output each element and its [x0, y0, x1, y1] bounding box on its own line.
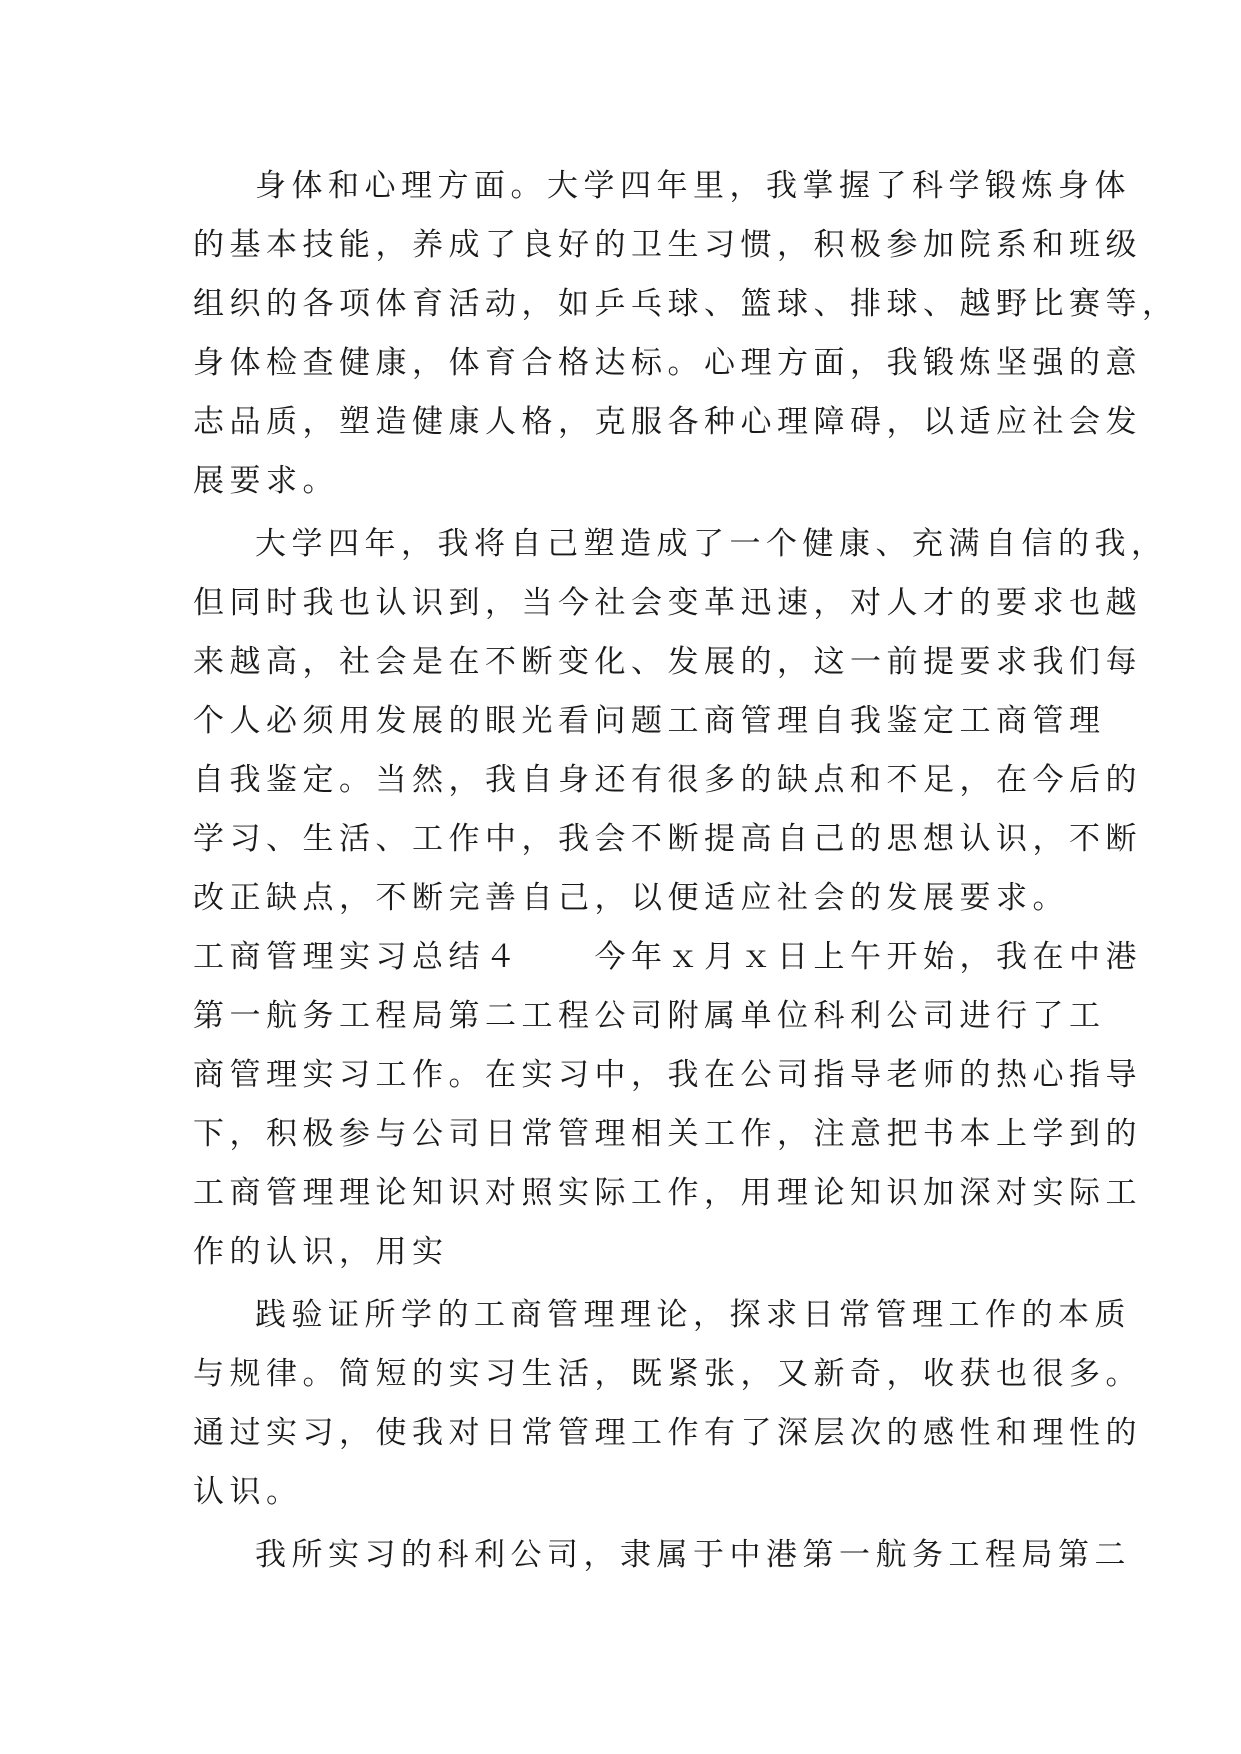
paragraph-line: 学习、生活、工作中，我会不断提高自己的思想认识，不断 — [193, 821, 1142, 857]
paragraph-line: 我所实习的科利公司，隶属于中港第一航务工程局第二 — [255, 1537, 1131, 1573]
body-text — [193, 157, 1179, 1585]
paragraph-line: 作的认识，用实 — [193, 1234, 449, 1270]
paragraph-line: 与规律。简短的实习生活，既紧张，又新奇，收获也很多。 — [193, 1356, 1142, 1392]
paragraph-line: 志品质，塑造健康人格，克服各种心理障碍，以适应社会发 — [193, 404, 1142, 440]
paragraph-line: 工商管理理论知识对照实际工作，用理论知识加深对实际工 — [193, 1175, 1142, 1211]
paragraph-line: 第一航务工程局第二工程公司附属单位科利公司进行了工 — [193, 998, 1106, 1034]
paragraph-line: 自我鉴定。当然，我自身还有很多的缺点和不足，在今后的 — [193, 762, 1142, 798]
paragraph-line: 的基本技能，养成了良好的卫生习惯，积极参加院系和班级 — [193, 227, 1142, 263]
paragraph-line: 下，积极参与公司日常管理相关工作，注意把书本上学到的 — [193, 1116, 1142, 1152]
paragraph-line: 认识。 — [193, 1474, 303, 1510]
paragraph-line: 身体检查健康，体育合格达标。心理方面，我锻炼坚强的意 — [193, 345, 1142, 381]
section-heading-line: 工商管理实习总结４ 今年ｘ月ｘ日上午开始，我在中港 — [193, 939, 1142, 975]
paragraph-line: 来越高，社会是在不断变化、发展的，这一前提要求我们每 — [193, 644, 1142, 680]
paragraph-line: 大学四年，我将自己塑造成了一个健康、充满自信的我， — [255, 526, 1168, 562]
paragraph-line: 但同时我也认识到，当今社会变革迅速，对人才的要求也越 — [193, 585, 1142, 621]
paragraph-line: 践验证所学的工商管理理论，探求日常管理工作的本质 — [255, 1297, 1131, 1333]
paragraph-line: 改正缺点，不断完善自己，以便适应社会的发展要求。 — [193, 880, 1069, 916]
paragraph-line: 个人必须用发展的眼光看问题工商管理自我鉴定工商管理 — [193, 703, 1106, 739]
paragraph-line: 身体和心理方面。大学四年里，我掌握了科学锻炼身体 — [255, 168, 1131, 204]
paragraph-line: 组织的各项体育活动，如乒乓球、篮球、排球、越野比赛等， — [193, 286, 1179, 322]
paragraph-line: 商管理实习工作。在实习中，我在公司指导老师的热心指导 — [193, 1057, 1142, 1093]
paragraph-line: 通过实习，使我对日常管理工作有了深层次的感性和理性的 — [193, 1415, 1142, 1451]
paragraph-line: 展要求。 — [193, 463, 339, 499]
